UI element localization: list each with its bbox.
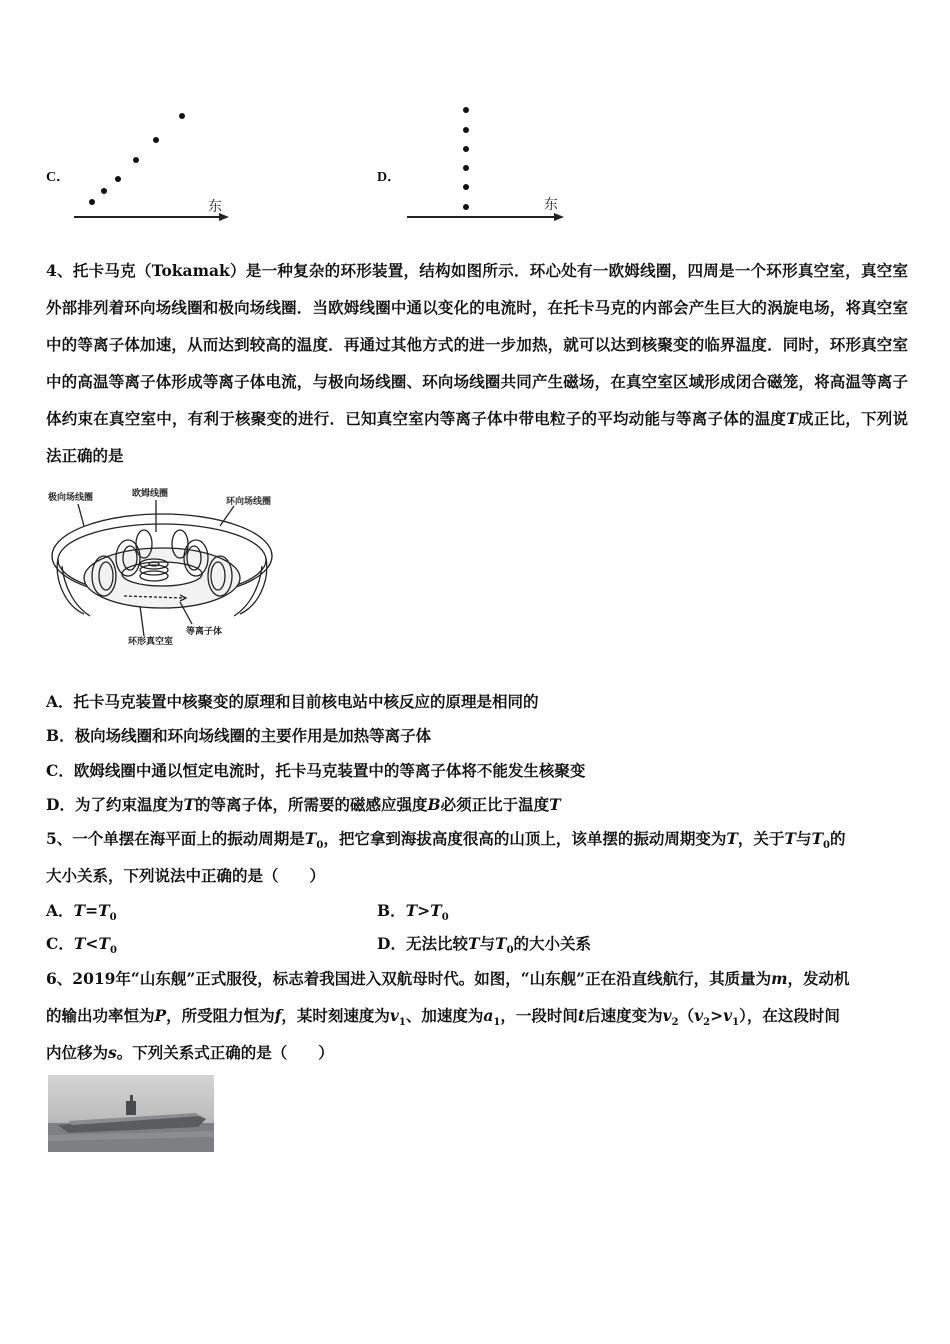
option-c-label: C． [46,170,71,185]
symbol-B: B [427,795,441,814]
plot-c-dot [153,137,159,143]
option-text: D．无法比较 [377,934,468,953]
symbol-T: T [549,795,561,814]
q5-text: ，关于 [737,829,785,848]
symbol-T0: T [304,829,317,848]
label-plasma: 等离子体 [186,627,223,637]
q6-text: ，所受阻力恒为 [166,1006,275,1025]
option-text: 与 [479,934,496,953]
option-text: 的大小关系 [513,934,592,953]
q5-text: 5、一个单摆在海平面上的振动周期是 [46,829,305,848]
option-d-label: D． [377,170,402,185]
plot-d-axis-label: 东 [544,197,558,213]
symbol-T: T [73,934,86,953]
subscript-0: 0 [506,945,514,957]
aircraft-carrier-photo [48,1075,214,1152]
subscript-0: 0 [441,912,449,924]
question-6-line1 [46,967,850,989]
symbol-T0: T [811,829,823,848]
plot-c-dot [179,113,185,119]
symbol-T0: T [98,934,110,953]
q5-text: ，把它拿到海拔高度很高的山顶上，该单摆的振动周期变为 [323,829,727,848]
question-5-option-b [377,899,449,923]
question-6-line3 [46,1041,334,1063]
q5-text: 的 [829,829,846,848]
symbol-T0: T [430,901,442,920]
symbol-T: T [726,829,738,848]
question-5-option-a [46,899,117,923]
q6-text: ，发动机 [787,969,850,988]
symbol-v: v [723,1006,733,1025]
plot-d-dot [463,127,469,133]
label-ohmic-coil: 欧姆线圈 [132,489,169,499]
subscript-2: 2 [703,1017,711,1029]
q6-text: ，某时刻速度为 [281,1006,390,1025]
symbol-v: v [662,1006,672,1025]
question-4-stem-text: 4、托卡马克（Tokamak）是一种复杂的环形装置，结构如图所示．环心处有一欧姆线圈，四周是一个环形真空室，真空室外部排列着环向场线圈和极向场线圈．当欧姆线圈中通以变化的电流时，在托卡马克的内部会产生巨大的涡旋电场，将真空室中的等离子体加速，从而达到较高的温度．再通过其他方式的进一步加热，就可以达到核聚变的临界温度．同时，环形真空室中的高温等离子体形成等离子体电流，与极向场线圈、环向场线圈共同产生磁场，在真空室区域形成闭合磁笼，将高温等离子体约束在真空室中，有利于核聚变的进行．已知真空室内等离子体中带电粒子的平均动能与等离子体的温度 [46,261,908,428]
option-d-text: 的等离子体，所需要的磁感应强度 [195,795,428,814]
subscript-0: 0 [316,840,324,852]
question-4-option-b: B．极向场线圈和环向场线圈的主要作用是加热等离子体 [46,726,432,745]
label-toroidal-coil: 环向场线圈 [226,497,272,507]
question-4-stem-end: 成正比，下列说法正确的是 [46,409,908,465]
question-4-stem [46,252,908,474]
question-5-stem-line1 [46,827,908,851]
subscript-1: 1 [398,1017,406,1029]
plot-c-dot [133,157,139,163]
plot-d-axis [407,216,557,218]
question-4-option-a: A．托卡马克装置中核聚变的原理和目前核电站中核反应的原理是相同的 [46,692,539,711]
plot-c-axis-label: 东 [208,199,222,215]
plot-d-dot [463,165,469,171]
plot-c-dot [115,176,121,182]
plot-c-dot [89,199,95,205]
symbol-P: P [154,1006,167,1025]
plot-c-axis [74,216,222,218]
subscript-0: 0 [109,945,117,957]
symbol-T: T [784,829,796,848]
symbol-t: t [577,1006,586,1025]
question-4-option-c: C．欧姆线圈中通以恒定电流时，托卡马克装置中的等离子体将不能发生核聚变 [46,761,586,780]
operator: > [417,901,431,920]
q6-text: 、加速度为 [405,1006,484,1025]
question-5-stem-line2: 大小关系，下列说法中正确的是（ ） [46,866,326,885]
option-d-text: D．为了约束温度为 [46,795,184,814]
label-vacuum-chamber: 环形真空室 [128,637,174,647]
plot-d-dot [463,184,469,190]
q6-text: ），在这段时间 [739,1006,840,1025]
subscript-1: 1 [732,1017,740,1029]
q5-text: 与 [795,829,812,848]
plot-d-dot [463,146,469,152]
q6-text: 内位移为 [46,1043,109,1062]
option-d-text: 必须正比于温度 [440,795,550,814]
subscript-0: 0 [109,912,117,924]
symbol-T: T [786,409,798,428]
symbol-T: T [73,901,86,920]
operator: = [85,901,99,920]
symbol-T: T [467,934,480,953]
operator: > [710,1006,724,1025]
plot-d-dot [463,204,469,210]
symbol-v: v [389,1006,399,1025]
symbol-T: T [405,901,418,920]
plot-c-dot [101,188,107,194]
symbol-a: a [483,1006,494,1025]
symbol-v: v [694,1006,704,1025]
plot-d-dot [463,107,469,113]
question-6-line2 [46,1004,840,1028]
option-label: C． [46,934,74,953]
symbol-m: m [771,969,788,988]
symbol-f: f [274,1006,282,1025]
question-4-option-d [46,793,561,815]
symbol-s: s [108,1043,117,1062]
label-poloidal-coil: 极向场线圈 [48,493,94,503]
q6-text: 后速度变为 [585,1006,663,1025]
option-label: A． [46,901,74,920]
symbol-T: T [183,795,195,814]
q6-text: （ [678,1006,695,1025]
q6-text: 6、2019年“山东舰”正式服役，标志着我国进入双航母时代。如图，“山东舰”正在沿直线航行，其质量为 [46,969,772,988]
symbol-T0: T [495,934,507,953]
q6-text: 。下列关系式正确的是（ ） [116,1043,334,1062]
question-5-option-c [46,932,117,956]
question-5-option-d [377,932,591,956]
subscript-1: 1 [493,1017,501,1029]
plot-d-arrow-icon [554,213,564,221]
symbol-T0: T [98,901,110,920]
subscript-0: 0 [823,840,830,852]
tokamak-figure [44,486,280,648]
tokamak-diagram [44,486,280,648]
operator: < [85,934,99,953]
q6-text: 的输出功率恒为 [46,1006,155,1025]
subscript-2: 2 [671,1017,679,1029]
q6-text: ，一段时间 [500,1006,578,1025]
option-label: B． [377,901,406,920]
